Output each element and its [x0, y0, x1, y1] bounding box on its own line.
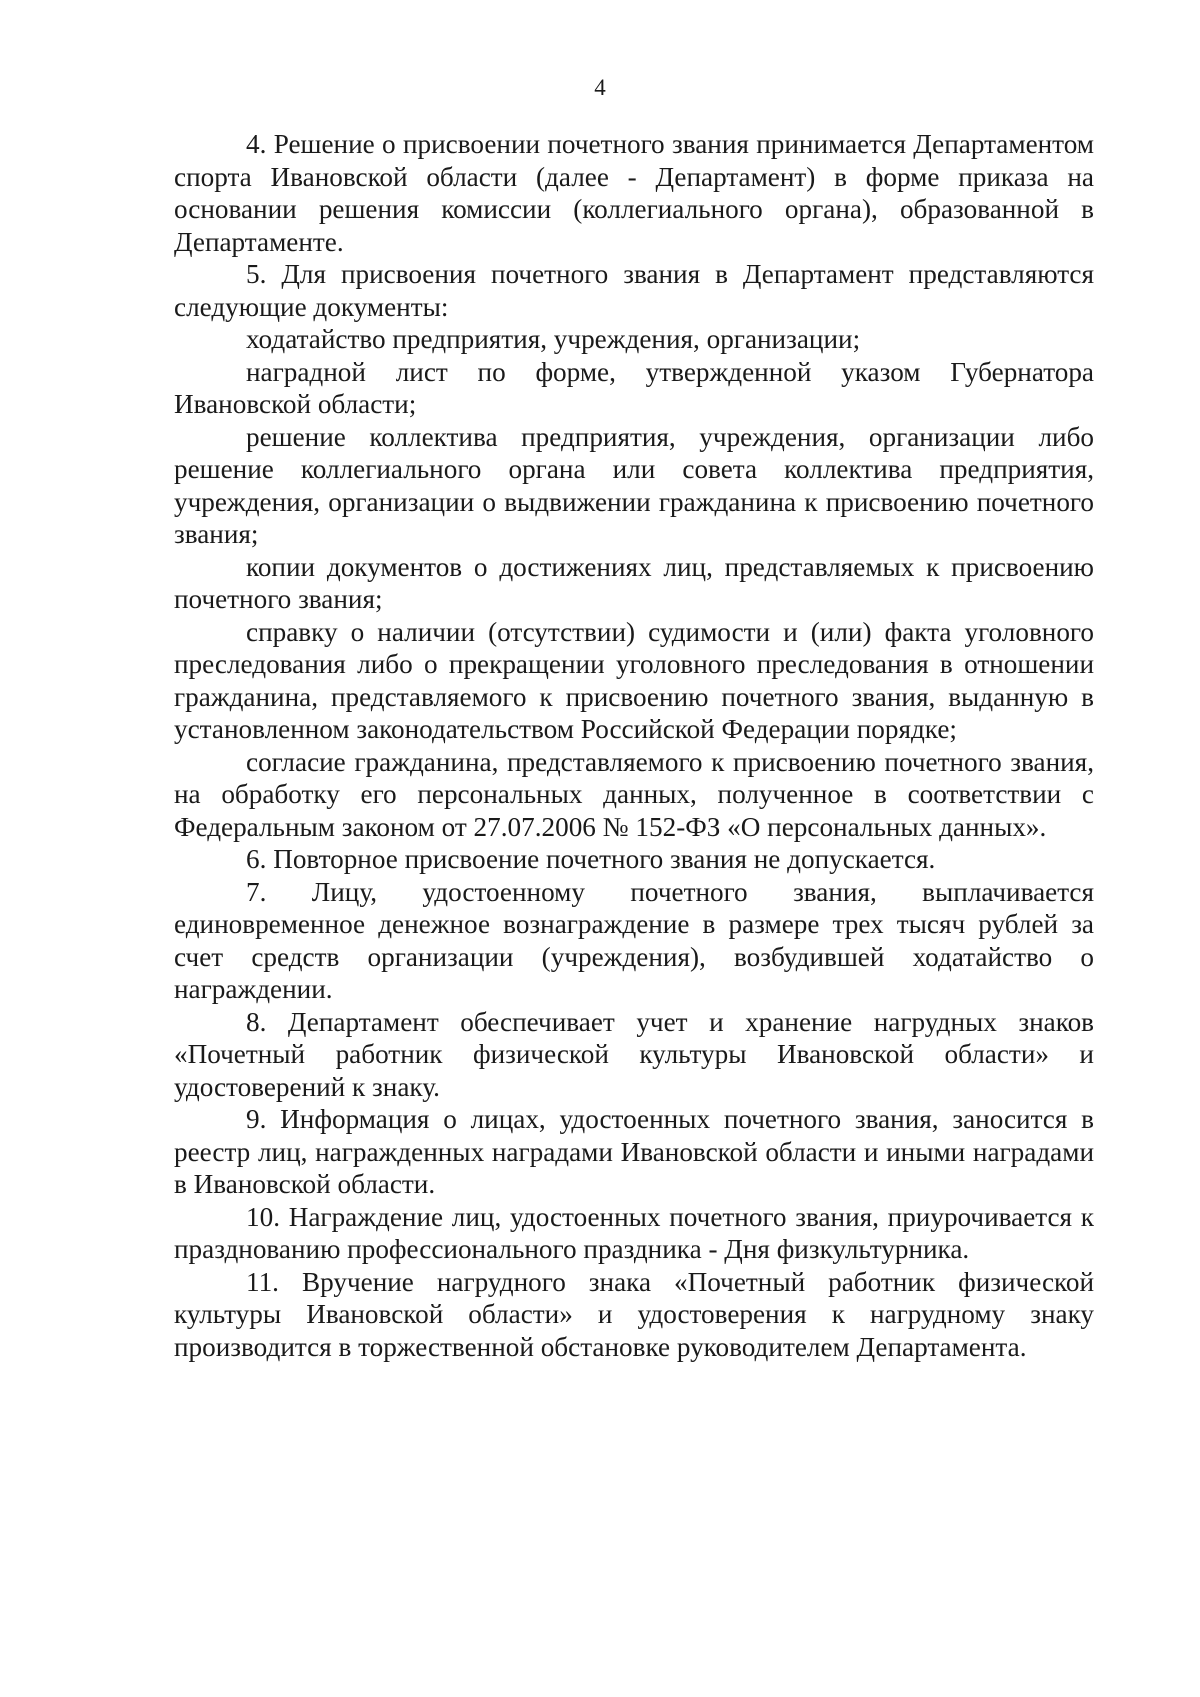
paragraph-item-10: 10. Награждение лиц, удостоенных почетного звания, приурочивается к празднованию профессионального праздника - Дня физкультурника.	[174, 1201, 1094, 1264]
paragraph-item-8: 8. Департамент обеспечивает учет и хранение нагрудных знаков «Почетный работник физической культуры Ивановской области» и удостоверений к знаку.	[174, 1006, 1094, 1102]
document-body	[174, 128, 1094, 1363]
list-item-achievement-copies: копии документов о достижениях лиц, представляемых к присвоению почетного звания;	[174, 551, 1094, 614]
list-item-criminal-record-certificate: справку о наличии (отсутствии) судимости и (или) факта уголовного преследования либо о прекращении уголовного преследования в отношении гражданина, представляемого к присвоению почетного звания, выданную в установленном законодательством Российской Федерации порядке;	[174, 616, 1094, 744]
list-item-collective-decision: решение коллектива предприятия, учреждения, организации либо решение коллегиального органа или совета коллектива предприятия, учреждения, организации о выдвижении гражданина к присвоению почетного звания;	[174, 421, 1094, 549]
paragraph-item-9: 9. Информация о лицах, удостоенных почетного звания, заносится в реестр лиц, награжденных наградами Ивановской области и иными наградами в Ивановской области.	[174, 1104, 1094, 1199]
paragraph-item-7: 7. Лицу, удостоенному почетного звания, выплачивается единовременное денежное вознаграждение в размере трех тысяч рублей за счет средств организации (учреждения), возбудившей ходатайство о награждении.	[174, 876, 1094, 1004]
paragraph-item-6: 6. Повторное присвоение почетного звания не допускается.	[246, 844, 936, 874]
paragraph-item-4: 4. Решение о присвоении почетного звания принимается Департаментом спорта Ивановской области (далее - Департамент) в форме приказа на основании решения комиссии (коллегиального органа), образованной в Департаменте.	[174, 129, 1094, 257]
page-number: 4	[594, 75, 606, 100]
list-item-award-sheet: наградной лист по форме, утвержденной указом Губернатора Ивановской области;	[174, 356, 1094, 419]
list-item-petition: ходатайство предприятия, учреждения, организации;	[246, 324, 861, 354]
list-item-personal-data-consent: согласие гражданина, представляемого к присвоению почетного звания, на обработку его персональных данных, полученное в соответствии с Федеральным законом от 27.07.2006 № 152-ФЗ «О персональных данных».	[174, 746, 1094, 842]
paragraph-item-5: 5. Для присвоения почетного звания в Департамент представляются следующие документы:	[174, 259, 1094, 322]
paragraph-item-11: 11. Вручение нагрудного знака «Почетный работник физической культуры Ивановской области» и удостоверения к нагрудному знаку производится в торжественной обстановке руководителем Департамента.	[174, 1266, 1094, 1362]
